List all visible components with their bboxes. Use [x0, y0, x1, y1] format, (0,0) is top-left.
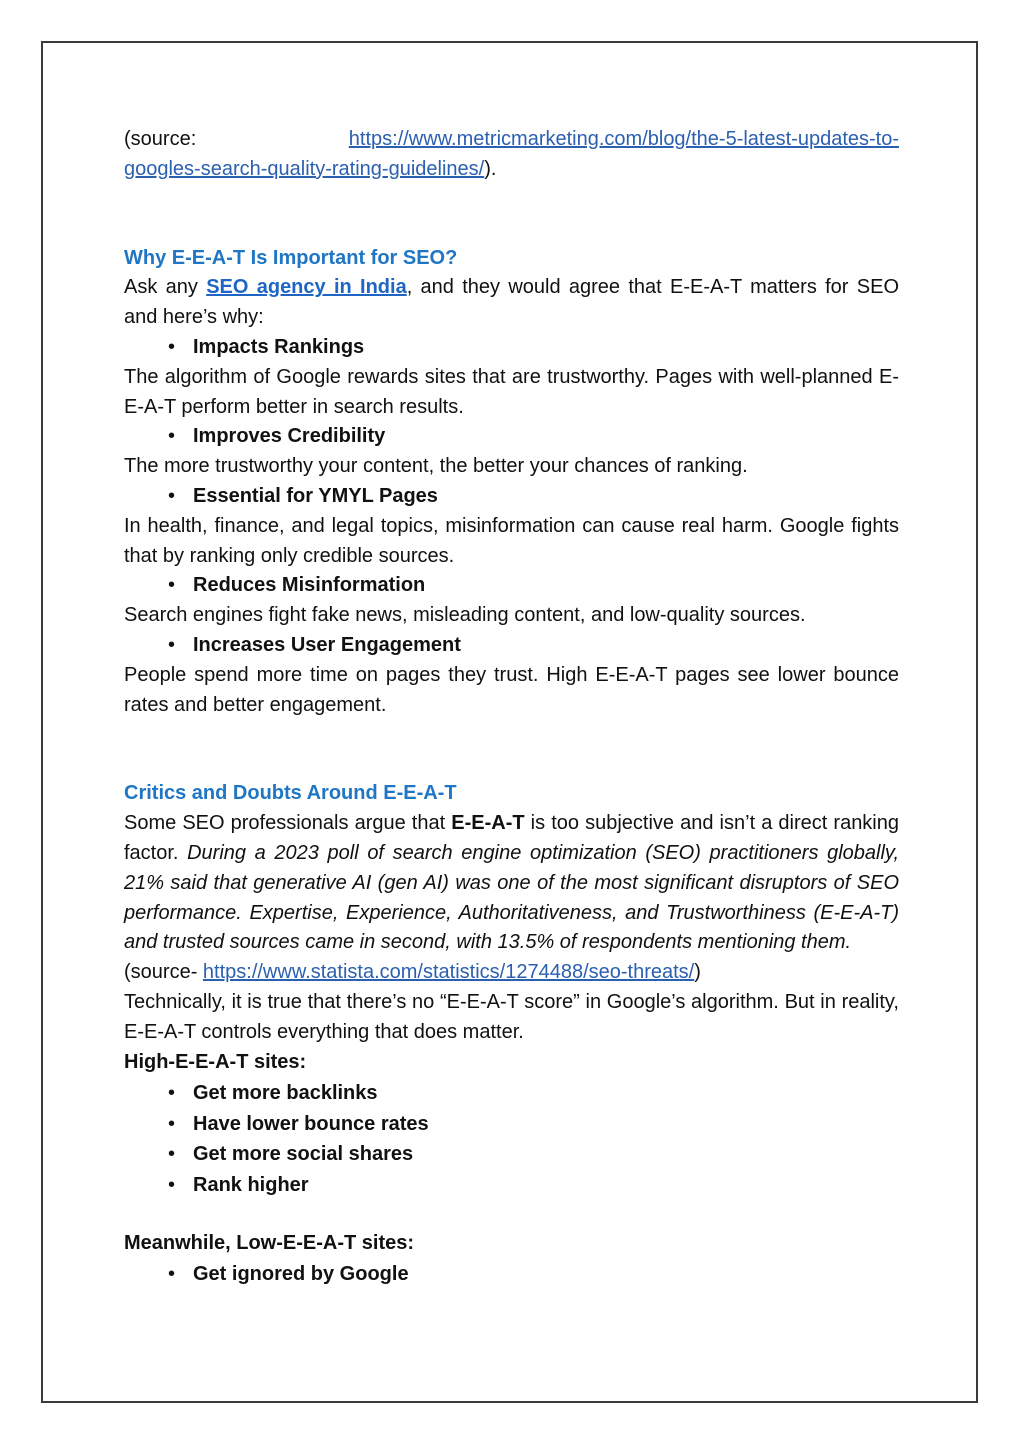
list-item [124, 1259, 899, 1290]
list-item-title: Essential for YMYL Pages [193, 484, 438, 507]
bullet-icon: • [168, 1143, 176, 1166]
critics-paragraph [124, 809, 899, 958]
list-item-label: Have lower bounce rates [193, 1112, 429, 1135]
low-eeat-label: Meanwhile, Low-E-E-A-T sites: [124, 1232, 415, 1255]
list-item [124, 1170, 899, 1201]
list-item-title: Impacts Rankings [193, 335, 365, 358]
list-item [124, 571, 899, 601]
benefit-list-5 [124, 631, 899, 661]
bullet-icon: • [168, 1263, 176, 1286]
bullet-icon: • [168, 335, 176, 358]
intro-paragraph [124, 273, 899, 333]
list-item-title: Improves Credibility [193, 425, 386, 448]
poll-quote: During a 2023 poll of search engine optimization (SEO) practitioners globally, 21% said that generative AI (gen AI) was one of the most significant disruptors of SEO performance. Expertise, Experience, Authoritativeness, and Trustworthiness (E-E-A-T) and trusted sources came in second, with 13.5% of respondents mentioning them. [124, 841, 899, 954]
source-url-line1[interactable]: https://www.metricmarketing.com/blog/the-5-latest-updates-to- [348, 128, 899, 150]
low-eeat-list [124, 1259, 899, 1290]
intro-text-after: , and they would agree that E-E-A-T matters for SEO and here’s why: [124, 276, 899, 329]
document-body [124, 125, 899, 1290]
list-item-title: Reduces Misinformation [193, 574, 426, 597]
bullet-icon: • [168, 574, 176, 597]
list-item [124, 1139, 899, 1170]
list-item-label: Get more social shares [193, 1143, 414, 1166]
technically-paragraph: Technically, it is true that there’s no “E-E-A-T score” in Google’s algorithm. But in reality, E-E-A-T controls everything that does matter. [124, 990, 899, 1043]
benefit-text: The more trustworthy your content, the better your chances of ranking. [124, 455, 748, 478]
benefit-text: The algorithm of Google rewards sites that are trustworthy. Pages with well-planned E-E-A-T perform better in search results. [124, 365, 899, 418]
critics-text-before: Some SEO professionals argue that [124, 812, 452, 835]
statista-link[interactable]: https://www.statista.com/statistics/1274488/seo-threats/ [202, 961, 695, 984]
source-prefix: (source: [124, 128, 197, 150]
bullet-icon: • [168, 484, 176, 507]
section-heading-why-eeat: Why E-E-A-T Is Important for SEO? [124, 246, 458, 269]
list-item-label: Get ignored by Google [193, 1263, 409, 1286]
statista-prefix: (source- [124, 961, 203, 984]
source-url-line2[interactable]: googles-search-quality-rating-guidelines/ [124, 157, 485, 180]
bullet-icon: • [168, 1112, 176, 1135]
benefit-list-2 [124, 422, 899, 452]
benefit-list-3 [124, 482, 899, 512]
list-item-title: Increases User Engagement [193, 633, 461, 656]
statista-suffix: ) [694, 961, 701, 984]
list-item [124, 333, 899, 363]
list-item [124, 1078, 899, 1109]
high-eeat-list [124, 1078, 899, 1200]
high-eeat-label: High-E-E-A-T sites: [124, 1050, 307, 1073]
bullet-icon: • [168, 633, 176, 656]
benefit-text: Search engines fight fake news, misleading content, and low-quality sources. [124, 604, 806, 627]
list-item [124, 482, 899, 512]
benefit-text: In health, finance, and legal topics, misinformation can cause real harm. Google fights that by ranking only credible sources. [124, 514, 899, 567]
critics-text-after: is too subjective and isn’t a direct ranking factor. [124, 812, 900, 864]
list-item-label: Rank higher [193, 1173, 309, 1196]
statista-source [124, 958, 899, 988]
bullet-icon: • [168, 1173, 176, 1196]
benefit-list-4 [124, 571, 899, 601]
list-item [124, 422, 899, 452]
seo-agency-link[interactable]: SEO agency in India [206, 276, 407, 299]
source-citation [124, 125, 899, 185]
benefit-list-1 [124, 333, 899, 363]
eeat-bold: E-E-A-T [451, 812, 525, 835]
list-item-label: Get more backlinks [193, 1082, 378, 1105]
benefit-text: People spend more time on pages they trust. High E-E-A-T pages see lower bounce rates and better engagement. [124, 663, 899, 716]
source-suffix: ). [484, 157, 497, 180]
list-item [124, 1109, 899, 1140]
list-item [124, 631, 899, 661]
intro-text-before: Ask any [124, 276, 207, 299]
section-heading-critics: Critics and Doubts Around E-E-A-T [124, 782, 457, 805]
bullet-icon: • [168, 425, 176, 448]
bullet-icon: • [168, 1082, 176, 1105]
